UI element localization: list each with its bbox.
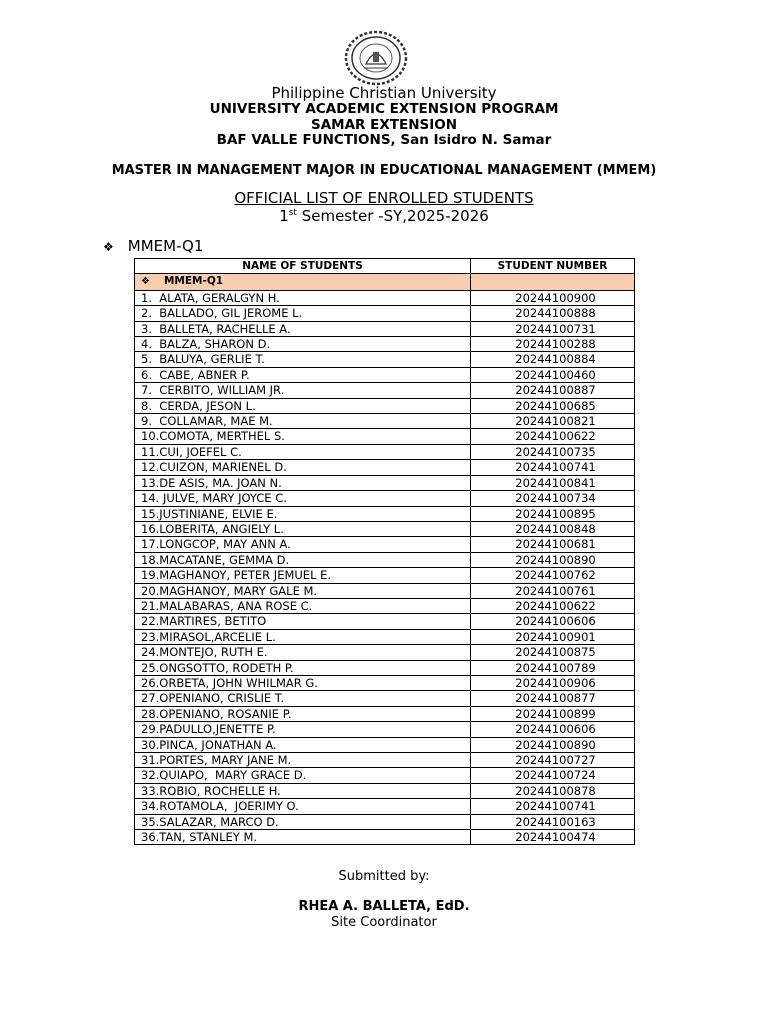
student-number-cell: 20244100474	[471, 830, 635, 845]
table-row	[135, 598, 635, 613]
semester-text: Semester -SY,2025-2026	[296, 207, 489, 225]
student-name-cell: 35.SALAZAR, MARCO D.	[135, 814, 471, 829]
table-row	[135, 783, 635, 798]
student-name-cell: 24.MONTEJO, RUTH E.	[135, 645, 471, 660]
table-row	[135, 737, 635, 752]
student-number-cell: 20244100288	[471, 337, 635, 352]
student-name-cell: 1. ALATA, GERALGYN H.	[135, 290, 471, 305]
table-row	[135, 552, 635, 567]
degree-title: MASTER IN MANAGEMENT MAJOR IN EDUCATIONAL MANAGEMENT (MMEM)	[111, 163, 657, 178]
student-number-cell: 20244100875	[471, 645, 635, 660]
table-row	[135, 722, 635, 737]
signer-name: RHEA A. BALLETA, EdD.	[298, 899, 470, 914]
table-row	[135, 583, 635, 598]
student-name-cell: 25.ONGSOTTO, RODETH P.	[135, 660, 471, 675]
table-row	[135, 521, 635, 536]
semester-suffix: st	[288, 208, 297, 218]
column-header-name: NAME OF STUDENTS	[135, 259, 471, 274]
student-name-cell: 16.LOBERITA, ANGIELY L.	[135, 521, 471, 536]
student-number-cell: 20244100622	[471, 429, 635, 444]
student-number-cell: 20244100761	[471, 583, 635, 598]
table-row	[135, 706, 635, 721]
student-name-cell: 19.MAGHANOY, PETER JEMUEL E.	[135, 568, 471, 583]
table-row	[135, 398, 635, 413]
semester-number: 1	[279, 207, 289, 225]
student-name-cell: 21.MALABARAS, ANA ROSE C.	[135, 598, 471, 613]
student-name-cell: 15.JUSTINIANE, ELVIE E.	[135, 506, 471, 521]
extension-name: SAMAR EXTENSION	[310, 117, 458, 133]
table-row	[135, 491, 635, 506]
location-line: BAF VALLE FUNCTIONS, San Isidro N. Samar	[216, 132, 552, 148]
university-seal-logo	[344, 30, 408, 86]
table-row	[135, 352, 635, 367]
student-number-cell: 20244100890	[471, 737, 635, 752]
student-name-cell: 18.MACATANE, GEMMA D.	[135, 552, 471, 567]
student-number-cell: 20244100622	[471, 598, 635, 613]
column-header-number: STUDENT NUMBER	[471, 259, 635, 274]
submitted-by-label: Submitted by:	[338, 869, 430, 884]
table-header-row	[135, 259, 635, 274]
student-number-cell: 20244100460	[471, 367, 635, 382]
table-row	[135, 537, 635, 552]
student-number-cell: 20244100735	[471, 444, 635, 459]
table-row	[135, 753, 635, 768]
table-row	[135, 830, 635, 845]
student-number-cell: 20244100884	[471, 352, 635, 367]
table-row	[135, 321, 635, 336]
table-row	[135, 645, 635, 660]
student-name-cell: 23.MIRASOL,ARCELIE L.	[135, 629, 471, 644]
table-row	[135, 290, 635, 305]
student-name-cell: 4. BALZA, SHARON D.	[135, 337, 471, 352]
student-number-cell: 20244100821	[471, 414, 635, 429]
student-name-cell: 7. CERBITO, WILLIAM JR.	[135, 383, 471, 398]
table-row	[135, 460, 635, 475]
table-row	[135, 506, 635, 521]
student-name-cell: 17.LONGCOP, MAY ANN A.	[135, 537, 471, 552]
student-number-cell: 20244100741	[471, 799, 635, 814]
student-number-cell: 20244100848	[471, 521, 635, 536]
student-name-cell: 5. BALUYA, GERLIE T.	[135, 352, 471, 367]
student-name-cell: 31.PORTES, MARY JANE M.	[135, 753, 471, 768]
student-name-cell: 29.PADULLO,JENETTE P.	[135, 722, 471, 737]
group-row	[135, 274, 635, 290]
group-label-cell	[135, 274, 471, 290]
student-number-cell: 20244100899	[471, 706, 635, 721]
table-row	[135, 475, 635, 490]
student-name-cell: 20.MAGHANOY, MARY GALE M.	[135, 583, 471, 598]
student-number-cell: 20244100906	[471, 675, 635, 690]
student-name-cell: 11.CUI, JOEFEL C.	[135, 444, 471, 459]
student-number-cell: 20244100762	[471, 568, 635, 583]
student-name-cell: 13.DE ASIS, MA. JOAN N.	[135, 475, 471, 490]
student-name-cell: 32.QUIAPO, MARY GRACE D.	[135, 768, 471, 783]
table-row	[135, 799, 635, 814]
student-number-cell: 20244100731	[471, 321, 635, 336]
signer-role: Site Coordinator	[331, 915, 437, 930]
student-number-cell: 20244100606	[471, 722, 635, 737]
student-number-cell: 20244100877	[471, 691, 635, 706]
table-row	[135, 660, 635, 675]
student-number-cell: 20244100734	[471, 491, 635, 506]
table-row	[135, 444, 635, 459]
student-name-cell: 2. BALLADO, GIL JEROME L.	[135, 306, 471, 321]
student-name-cell: 6. CABE, ABNER P.	[135, 367, 471, 382]
table-row	[135, 337, 635, 352]
table-row	[135, 768, 635, 783]
student-number-cell: 20244100681	[471, 537, 635, 552]
student-name-cell: 9. COLLAMAR, MAE M.	[135, 414, 471, 429]
student-number-cell: 20244100789	[471, 660, 635, 675]
student-name-cell: 22.MARTIRES, BETITO	[135, 614, 471, 629]
table-row	[135, 306, 635, 321]
student-number-cell: 20244100163	[471, 814, 635, 829]
student-number-cell: 20244100887	[471, 383, 635, 398]
table-row	[135, 383, 635, 398]
list-title: OFFICIAL LIST OF ENROLLED STUDENTS	[234, 189, 534, 207]
table-row	[135, 691, 635, 706]
table-row	[135, 568, 635, 583]
student-number-cell: 20244100888	[471, 306, 635, 321]
student-name-cell: 14. JULVE, MARY JOYCE C.	[135, 491, 471, 506]
diamond-bullet-icon: ❖	[103, 240, 114, 254]
student-number-cell: 20244100901	[471, 629, 635, 644]
student-name-cell: 33.ROBIO, ROCHELLE H.	[135, 783, 471, 798]
university-name: Philippine Christian University	[271, 84, 497, 102]
table-row	[135, 814, 635, 829]
student-number-cell: 20244100900	[471, 290, 635, 305]
section-heading	[103, 237, 203, 255]
student-number-cell: 20244100724	[471, 768, 635, 783]
student-number-cell: 20244100878	[471, 783, 635, 798]
semester-line	[0, 207, 768, 225]
student-name-cell: 28.OPENIANO, ROSANIE P.	[135, 706, 471, 721]
group-empty-cell	[471, 274, 635, 290]
table-row	[135, 414, 635, 429]
student-number-cell: 20244100606	[471, 614, 635, 629]
student-name-cell: 26.ORBETA, JOHN WHILMAR G.	[135, 675, 471, 690]
student-number-cell: 20244100741	[471, 460, 635, 475]
student-name-cell: 27.OPENIANO, CRISLIE T.	[135, 691, 471, 706]
table-row	[135, 367, 635, 382]
section-label: MMEM-Q1	[127, 237, 204, 255]
student-name-cell: 8. CERDA, JESON L.	[135, 398, 471, 413]
table-row	[135, 614, 635, 629]
table-row	[135, 629, 635, 644]
student-name-cell: 10.COMOTA, MERTHEL S.	[135, 429, 471, 444]
student-number-cell: 20244100685	[471, 398, 635, 413]
student-number-cell: 20244100895	[471, 506, 635, 521]
diamond-bullet-icon: ❖	[141, 276, 150, 288]
program-name: UNIVERSITY ACADEMIC EXTENSION PROGRAM	[209, 101, 559, 117]
student-name-cell: 30.PINCA, JONATHAN A.	[135, 737, 471, 752]
table-row	[135, 429, 635, 444]
enrolled-students-table	[134, 258, 635, 845]
student-name-cell: 3. BALLETA, RACHELLE A.	[135, 321, 471, 336]
table-row	[135, 675, 635, 690]
student-name-cell: 12.CUIZON, MARIENEL D.	[135, 460, 471, 475]
student-name-cell: 36.TAN, STANLEY M.	[135, 830, 471, 845]
student-name-cell: 34.ROTAMOLA, JOERIMY O.	[135, 799, 471, 814]
student-number-cell: 20244100841	[471, 475, 635, 490]
group-label: MMEM-Q1	[163, 275, 224, 288]
student-number-cell: 20244100727	[471, 753, 635, 768]
student-number-cell: 20244100890	[471, 552, 635, 567]
